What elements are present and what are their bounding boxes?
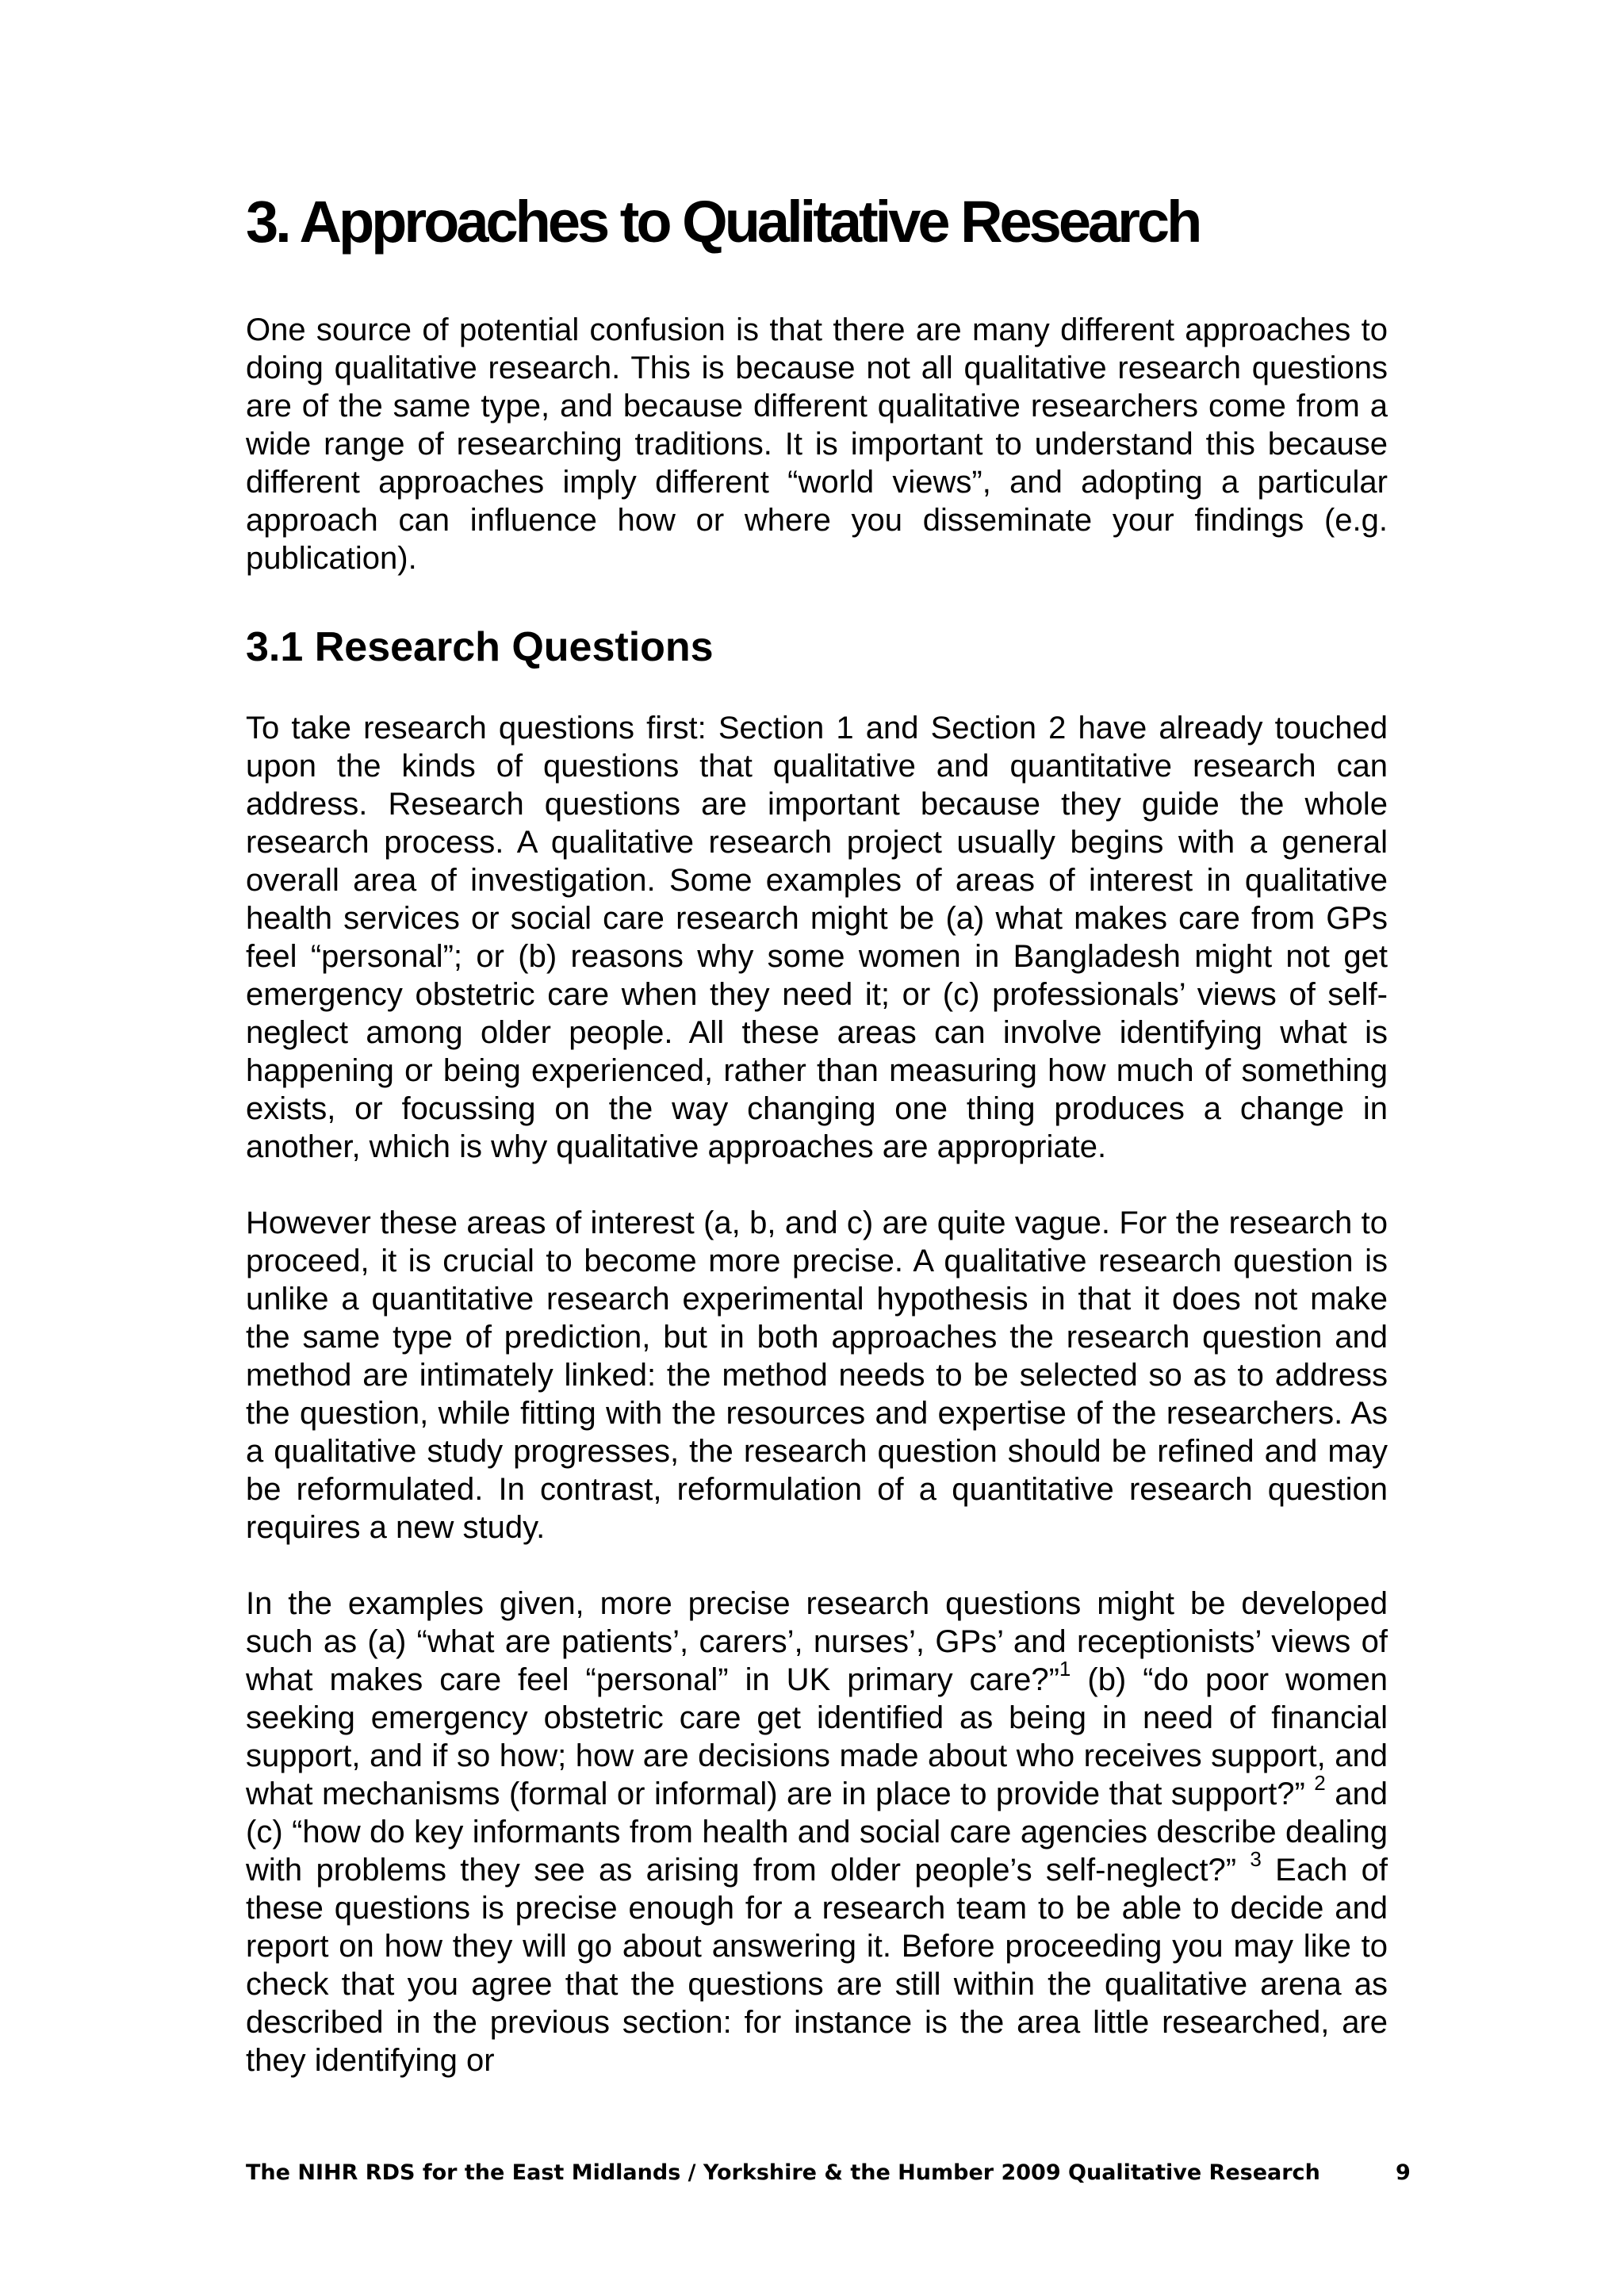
paragraph-text: Each of these questions is precise enough for a research team to be able to decide and report on how they will go about answering it. Before proceeding you may like to check that you agree that the questions are still within the qualitative arena as described in the previous section: for instance is the area little researched, are they identifying or — [246, 1853, 1388, 2078]
research-questions-paragraph-3 — [246, 1585, 1388, 2079]
page-content — [246, 190, 1388, 2079]
research-questions-paragraph-2: However these areas of interest (a, b, and c) are quite vague. For the research to proceed, it is crucial to become more precise. A qualitative research question is unlike a quantitative research experimental hypothesis in that it does not make the same type of prediction, but in both approaches the research question and method are intimately linked: the method needs to be selected so as to address the question, while fitting with the resources and expertise of the researchers. As a qualitative study progresses, the research question should be refined and may be reformulated. In contrast, reformulation of a quantitative research question requires a new study. — [246, 1205, 1388, 1545]
subsection-heading: 3.1 Research Questions — [246, 624, 714, 670]
paragraph-text: In the examples given, more precise research questions might be developed such as (a) “what are patients’, carers’, nurses’, GPs’ and receptionists’ views of what makes care feel “personal” in UK primary care?” — [246, 1586, 1388, 1697]
footnote-reference: 2 — [1314, 1771, 1326, 1795]
paragraph-text: and (c) “how do key informants from health and social care agencies describe dealing with problems they see as arising from older people’s self-neglect?” — [246, 1777, 1388, 1888]
page-number: 9 — [1396, 2160, 1411, 2185]
research-questions-paragraph-1: To take research questions first: Section 1 and Section 2 have already touched upon the kinds of questions that qualitative and quantitative research can address. Research questions are important because they guide the whole research process. A qualitative research project usually begins with a general overall area of investigation. Some examples of areas of interest in qualitative health services or social care research might be (a) what makes care from GPs feel “personal”; or (b) reasons why some women in Bangladesh might not get emergency obstetric care when they need it; or (c) professionals’ views of self-neglect among older people. All these areas can involve identifying what is happening or being experienced, rather than measuring how much of something exists, or focussing on the way changing one thing produces a change in another, which is why qualitative approaches are appropriate. — [246, 711, 1388, 1164]
footnote-reference: 3 — [1250, 1847, 1262, 1871]
footer-text: The NIHR RDS for the East Midlands / Yorkshire & the Humber 2009 Qualitative Research — [246, 2160, 1320, 2185]
footnote-reference: 1 — [1059, 1657, 1071, 1681]
section-heading: 3. Approaches to Qualitative Research — [246, 189, 1200, 255]
paragraph-text: (b) “do poor women seeking emergency obstetric care get identified as being in need of financial support, and if so how; how are decisions made about who receives support, and what mechanisms (formal or informal) are in place to provide that support?” — [246, 1662, 1388, 1811]
intro-paragraph: One source of potential confusion is that there are many different approaches to doing qualitative research. This is because not all qualitative research questions are of the same type, and because different qualitative researchers come from a wide range of researching traditions. It is important to understand this because different approaches imply different “world views”, and adopting a particular approach can influence how or where you disseminate your findings (e.g. publication). — [246, 312, 1388, 576]
